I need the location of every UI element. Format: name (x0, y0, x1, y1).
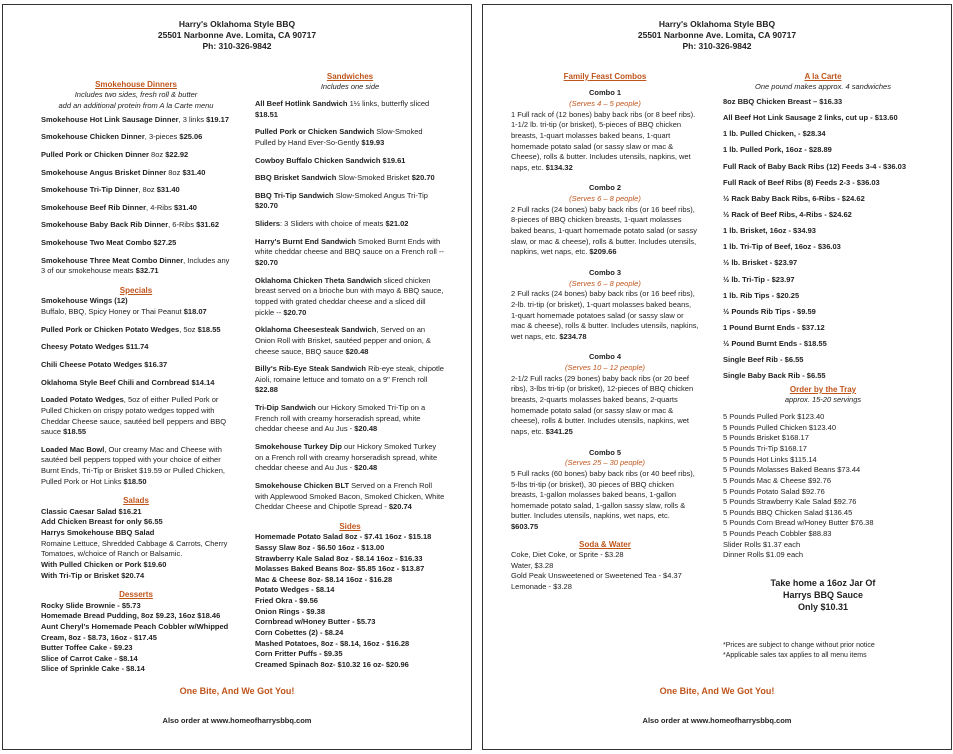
disclaimers (723, 641, 923, 661)
dinner-item (41, 168, 231, 179)
a-la-carte-line: ½ Pound Burnt Ends - $18.55 (723, 339, 827, 349)
item-price: $31.62 (196, 220, 220, 230)
combo-block (511, 352, 699, 437)
item-name: BBQ Tri-Tip Sandwich (255, 190, 334, 200)
sandwich-item (255, 364, 445, 396)
section-title-family-feast: Family Feast Combos (563, 72, 647, 81)
soda-line: Gold Peak Unsweetened or Sweetened Tea - $4.37 (511, 571, 682, 581)
side-line: Fried Okra - $9.56 (255, 596, 318, 606)
item-price: $22.92 (165, 149, 189, 159)
item-name: Smokehouse Beef Rib Dinner (41, 202, 147, 212)
side-line: Homemade Potato Salad 8oz - $7.41 16oz - $15.18 (255, 532, 432, 542)
dessert-line: Aunt Cheryl's Homemade Peach Cobbler w/Whipped Cream, 8oz - $8.73, 16oz - $17.45 (41, 621, 229, 642)
a-la-carte-line: 1 lb. Tri-Tip of Beef, 16oz - $36.03 (723, 242, 841, 252)
smokehouse-dinners-list (41, 115, 231, 277)
restaurant-phone: Ph: 310-326-9842 (202, 41, 272, 52)
side-line: Corn Cobettes (2) - $8.24 (255, 627, 344, 637)
desserts-list (41, 601, 231, 675)
sandwich-item (255, 191, 445, 212)
a-la-carte-line: ½ lb. Brisket - $23.97 (723, 258, 798, 268)
special-item (41, 360, 231, 371)
item-name: Sliders (255, 219, 281, 229)
item-description: , Includes any 3 of our smokehouse meats (41, 255, 230, 276)
side-line: Mashed Potatoes, 8oz - $8.14, 16oz - $16.28 (255, 638, 410, 648)
item-price: $18.55 (63, 427, 87, 437)
soda-list (511, 550, 699, 593)
dinner-item (41, 256, 231, 277)
tray-line: 5 Pounds Mac & Cheese $92.76 (723, 475, 831, 485)
combo-price: $603.75 (511, 522, 539, 532)
sandwich-item (255, 442, 445, 474)
item-price: $11.74 (125, 342, 149, 352)
restaurant-address: 25501 Narbonne Ave. Lomita, CA 90717 (157, 30, 317, 41)
item-price: $20.70 (255, 201, 278, 211)
special-item (41, 342, 231, 353)
a-la-carte-line: Full Rack of Baby Back Ribs (12) Feeds 3-4 - $36.03 (723, 161, 906, 171)
a-la-carte-line: 1 lb. Rib Tips - $20.25 (723, 290, 800, 300)
item-description: Buffalo, BBQ, Spicy Honey or Thai Peanut (41, 307, 182, 317)
item-name: Chili Cheese Potato Wedges (41, 359, 143, 369)
item-description: , 3 links (178, 114, 204, 124)
jar-price: Only $10.31 (797, 602, 849, 613)
side-line: Cornbread w/Honey Butter - $5.73 (255, 617, 376, 627)
section-note: Includes two sides, fresh roll & butter (74, 90, 198, 100)
right-column (723, 71, 923, 661)
dinner-item (41, 185, 231, 196)
section-title-sandwiches: Sandwiches (326, 72, 374, 81)
item-price: $14.14 (191, 377, 215, 387)
restaurant-header (3, 19, 471, 52)
special-item (41, 395, 231, 438)
a-la-carte-line: 8oz BBQ Chicken Breast – $16.33 (723, 97, 843, 106)
left-column (41, 79, 231, 675)
sandwich-item (255, 156, 445, 167)
combo-serves: (Serves 4 – 5 people) (569, 99, 641, 108)
item-price: $32.71 (135, 266, 159, 276)
salad-line: Harrys Smokehouse BBQ Salad (41, 528, 155, 538)
combo-serves: (Serves 10 – 12 people) (564, 363, 646, 373)
combo-price: $341.25 (545, 426, 573, 436)
dinner-item (41, 238, 231, 249)
combo-desc-text: 2-1/2 Full racks (29 bones) baby back ribs (or 20 beef ribs), 3-lbs tri-tip (or brisket), 12-pieces of BBQ chicken breasts, 2-quarts molasses baked beans, 2-quarts homemade potato salad (or sassy slaw or mac & cheese), rolls & butter. Includes utensils, napkins, wet naps, etc. (511, 373, 694, 436)
sandwich-item (255, 237, 445, 269)
item-price: $16.37 (144, 359, 168, 369)
order-online-text: Also order at www.homeofharrysbbq.com (642, 716, 792, 725)
item-price: $18.51 (255, 109, 278, 119)
tagline: One Bite, And We Got You! (179, 686, 295, 696)
item-price: $18.55 (197, 324, 221, 334)
item-name: All Beef Hotlink Sandwich (255, 99, 348, 108)
sandwich-item (255, 127, 445, 148)
combo-block (511, 183, 699, 257)
combo-block (511, 88, 699, 173)
section-note: One pound makes approx. 4 sandwiches (755, 82, 891, 92)
jar-line: Harrys BBQ Sauce (782, 590, 864, 601)
special-item (41, 445, 231, 488)
tray-line: 5 Pounds Molasses Baked Beans $73.44 (723, 465, 861, 475)
combo-desc-text: 5 Full racks (60 bones) baby back ribs (or 40 beef ribs), 5-lbs tri-tip (or brisket), 30 pieces of BBQ chicken breasts, 1-gallon molasses baked beans, 1-gallon homemade potato salad, 1-gallon sassy slaw, rolls & butter. Includes utensils, napkins, wet naps, etc. (511, 468, 695, 521)
a-la-carte-line: Single Baby Back Rib - $6.55 (723, 371, 826, 381)
combo-serves: (Serves 6 – 8 people) (569, 278, 641, 288)
item-name: Pulled Pork or Chicken Sandwich (255, 127, 375, 137)
special-item (41, 325, 231, 336)
item-description: 8oz (148, 149, 164, 159)
combo-title: Combo 4 (588, 352, 622, 362)
item-description: Served on a French Roll with Applewood Smoked Bacon, Smoked Chicken, White Cheddar Cheese and Chipotle Spread - (255, 480, 445, 512)
item-name: Cheesy Potato Wedges (41, 342, 124, 352)
jar-line: Take home a 16oz Jar Of (770, 578, 876, 588)
side-line: Potato Wedges - $8.14 (255, 585, 335, 595)
item-name: Smokehouse Hot Link Sausage Dinner (41, 114, 179, 124)
restaurant-header (483, 19, 951, 52)
special-item (41, 378, 231, 389)
combo-title: Combo 5 (588, 447, 622, 457)
combo-description (511, 110, 699, 174)
section-title-sides: Sides (339, 521, 361, 531)
item-name: Oklahoma Chicken Theta Sandwich (255, 275, 382, 285)
section-note: approx. 15-20 servings (784, 395, 862, 405)
sandwich-item (255, 219, 445, 230)
combo-block (511, 268, 699, 342)
item-description: , 4-Ribs (146, 202, 172, 212)
tagline: One Bite, And We Got You! (659, 686, 775, 696)
item-description: , 8oz (138, 185, 155, 195)
sandwich-item (255, 276, 445, 319)
dinner-item (41, 115, 231, 126)
tray-line: 5 Pounds Brisket $168.17 (723, 433, 809, 443)
dessert-line: Butter Toffee Cake - $9.23 (41, 643, 133, 653)
item-description: , 6-Ribs (168, 220, 194, 230)
left-column (511, 71, 699, 593)
item-name: Billy's Rib-Eye Steak Sandwich (255, 364, 366, 374)
combo-price: $134.32 (545, 162, 573, 172)
salad-line: Add Chicken Breast for only $6.55 (41, 517, 163, 527)
restaurant-name: Harry's Oklahoma Style BBQ (178, 19, 296, 29)
tray-line: Slider Rolls $1.37 each (723, 539, 801, 549)
dessert-line: Homemade Bread Pudding, 8oz $9.23, 16oz $18.46 (41, 611, 221, 621)
restaurant-address: 25501 Narbonne Ave. Lomita, CA 90717 (637, 30, 797, 41)
item-description: 1½ links, butterfly sliced (347, 99, 430, 108)
dessert-line: Slice of Sprinkle Cake - $8.14 (41, 664, 145, 674)
item-price: $25.06 (179, 132, 203, 142)
combo-description (511, 289, 699, 342)
item-name: Loaded Mac Bowl (41, 444, 105, 454)
salad-line: Classic Caesar Salad $16.21 (41, 506, 142, 516)
combo-desc-text: 1 Full rack of (12 bones) baby back ribs (or 8 beef ribs). 1-1/2 lb. tri-tip (or brisket), 5-pieces of BBQ chicken breasts, 1-quart molasses baked beans, 1-quart homemade potato salad (or sassy slaw or mac & Cheese), rolls & butter. Includes utensils, napkins, wet naps, etc. (511, 109, 696, 172)
item-price: $20.70 (283, 307, 307, 317)
combo-serves: (Serves 25 – 30 people) (564, 458, 646, 468)
restaurant-phone: Ph: 310-326-9842 (682, 41, 752, 52)
item-description: Slow-Smoked Brisket (336, 173, 410, 183)
item-description: : 3 Sliders with choice of meats (280, 219, 384, 229)
item-price: $20.70 (255, 258, 278, 268)
dinner-item (41, 132, 231, 143)
dinner-item (41, 203, 231, 214)
tray-line: 5 Pounds Corn Bread w/Honey Butter $76.38 (723, 518, 874, 528)
sandwich-item (255, 403, 445, 435)
soda-line: Lemonade - $3.28 (511, 581, 572, 591)
salads-list (41, 507, 231, 581)
item-name: Pulled Pork or Chicken Potato Wedges (41, 324, 180, 334)
section-title-tray: Order by the Tray (789, 385, 857, 395)
side-line: Sassy Slaw 8oz - $6.50 16oz - $13.00 (255, 542, 385, 552)
item-description: Rib-eye steak, chipotle Aioli, romaine lettuce and tomato on a 9" French roll (255, 364, 444, 384)
side-line: Onion Rings - $9.38 (255, 606, 326, 616)
item-name: Pulled Pork or Chicken Dinner (41, 149, 149, 159)
tray-line: 5 Pounds Hot Links $115.14 (723, 454, 817, 464)
dessert-line: Slice of Carrot Cake - $8.14 (41, 653, 138, 663)
item-price: $20.70 (411, 173, 435, 183)
section-title-soda: Soda & Water (579, 539, 631, 549)
a-la-carte-line: Single Beef Rib - $6.55 (723, 355, 804, 365)
a-la-carte-line: 1 lb. Brisket, 16oz - $34.93 (723, 226, 816, 236)
tray-line: Dinner Rolls $1.09 each (723, 550, 804, 560)
a-la-carte-line: 1 lb. Pulled Pork, 16oz - $28.89 (723, 145, 832, 155)
tray-line: 5 Pounds BBQ Chicken Salad $136.45 (723, 507, 853, 517)
specials-list (41, 296, 231, 487)
combo-price: $209.66 (589, 247, 617, 257)
sandwich-item (255, 99, 445, 120)
item-price: $31.40 (182, 167, 206, 177)
salad-line: With Tri-Tip or Brisket $20.74 (41, 570, 145, 580)
section-title-specials: Specials (119, 286, 153, 296)
sandwiches-list (255, 99, 445, 513)
item-name: Smokehouse Two Meat Combo (41, 238, 152, 248)
item-name: Tri-Dip Sandwich (255, 403, 316, 413)
item-name: Smokehouse Three Meat Combo Dinner (41, 255, 184, 265)
side-line: Corn Fritter Puffs - $9.35 (255, 649, 343, 659)
sandwich-item (255, 173, 445, 184)
item-description: sliced chicken breast served on a brioche bun with mayo & BBQ sauce, topped with grated cheddar cheese and a sliced dill pickle -- (255, 275, 444, 317)
item-description: , Our creamy Mac and Cheese with sautéed bell peppers topped with your choice of either Burnt Ends, Tri-Tip or Brisket $19.59 or Pulled Chicken, Pulled Pork or Hot Links (41, 444, 225, 486)
item-description: Slow-Smoked Pulled by Hand Ever-So-Gently (255, 127, 423, 147)
a-la-carte-line: 1 Pound Burnt Ends - $37.12 (723, 322, 825, 332)
item-price: $31.40 (156, 185, 180, 195)
restaurant-name: Harry's Oklahoma Style BBQ (658, 19, 776, 29)
menu-page-1 (2, 4, 472, 750)
item-name: Smokehouse Tri-Tip Dinner (41, 185, 139, 195)
tray-list (723, 412, 923, 561)
a-la-carte-list (723, 97, 923, 382)
special-item (41, 296, 231, 317)
order-online-text: Also order at www.homeofharrysbbq.com (162, 716, 312, 725)
combo-title: Combo 3 (588, 267, 622, 277)
bbq-sauce-jar-offer (723, 577, 923, 613)
combo-description (511, 205, 699, 258)
salad-line: Romaine Lettuce, Shredded Cabbage & Carrots, Cherry Tomatoes, w/choice of Ranch or Balsamic. (41, 538, 228, 559)
tray-line: 5 Pounds Pulled Chicken $123.40 (723, 422, 836, 432)
combo-title: Combo 2 (588, 183, 622, 193)
section-title-desserts: Desserts (119, 590, 153, 600)
sides-list (255, 532, 445, 670)
a-la-carte-line: ½ Rack Baby Back Ribs, 6-Ribs - $24.62 (723, 193, 865, 203)
item-name: BBQ Brisket Sandwich (255, 173, 337, 183)
a-la-carte-line: ½ lb. Tri-Tip - $23.97 (723, 274, 795, 284)
salad-line: With Pulled Chicken or Pork $19.60 (41, 559, 167, 569)
item-description: , 3-pieces (144, 132, 178, 142)
menu-page-2 (482, 4, 952, 750)
combo-serves: (Serves 6 – 8 people) (569, 194, 641, 204)
combo-block (511, 448, 699, 533)
item-name: Smokehouse Angus Brisket Dinner (41, 167, 167, 177)
side-line: Molasses Baked Beans 8oz- $5.85 16oz - $13.87 (255, 564, 425, 574)
item-description: our Hickory Smoked Tri-Tip on a French roll with creamy horseradish spread, white cheddar cheese and Au Jus - (255, 403, 426, 434)
item-description: , 5oz (179, 324, 196, 334)
a-la-carte-line: Full Rack of Beef Ribs (8) Feeds 2-3 - $36.03 (723, 177, 880, 187)
tray-line: 5 Pounds Pulled Pork $123.40 (723, 412, 825, 422)
item-price: $31.40 (173, 202, 197, 212)
disclaimer-line: *Applicable sales tax applies to all menu items (723, 652, 867, 660)
item-name: Loaded Potato Wedges (41, 395, 124, 405)
soda-line: Water, $3.28 (511, 560, 554, 570)
combo-price: $234.78 (559, 331, 587, 341)
item-price: $20.48 (354, 424, 378, 434)
combo-title: Combo 1 (588, 88, 622, 98)
soda-line: Coke, Diet Coke, or Sprite - $3.28 (511, 550, 624, 560)
dinner-item (41, 150, 231, 161)
item-name: Harry's Burnt End Sandwich (255, 236, 356, 246)
item-description: our Hickory Smoked Turkey on a French roll with creamy horseradish spread, white cheddar cheese and Au Jus - (255, 442, 438, 473)
section-title-a-la-carte: A la Carte (804, 72, 842, 81)
item-description: Slow-Smoked Angus Tri-Tip (333, 190, 428, 200)
item-price: $20.48 (354, 463, 378, 473)
item-price: $20.74 (388, 502, 412, 512)
item-price: $19.61 (382, 155, 406, 165)
section-note: add an additional protein from A la Carte menu (58, 101, 214, 110)
item-name: Oklahoma Cheesesteak Sandwich (255, 325, 377, 335)
item-description: 8oz (166, 167, 181, 177)
section-note: Includes one side (320, 82, 380, 92)
item-name: Smokehouse Baby Back Rib Dinner (41, 220, 169, 230)
dinner-item (41, 220, 231, 231)
side-line: Mac & Cheese 8oz- $8.14 16oz - $16.28 (255, 574, 393, 584)
combo-desc-text: 2 Full racks (24 bones) baby back ribs (or 16 beef ribs), 2-lb. tri-tip (or brisket), 1-quart molasses baked beans, 1-quart homemade potatoes salad (or sassy slaw or mac & cheese), rolls & butter. Includes utensils, napkins, wet naps, etc. (511, 289, 699, 341)
a-la-carte-line: 1 lb. Pulled Chicken, - $28.34 (723, 129, 826, 139)
item-name: Smokehouse Chicken Dinner (41, 132, 145, 142)
dessert-line: Rocky Slide Brownie - $5.73 (41, 600, 141, 610)
item-name: Smokehouse Turkey Dip (255, 442, 342, 452)
item-price: $27.25 (153, 238, 177, 248)
section-title-smokehouse-dinners: Smokehouse Dinners (95, 80, 177, 89)
right-column (255, 71, 445, 671)
combo-description (511, 374, 699, 438)
tray-line: 5 Pounds Strawberry Kale Salad $92.76 (723, 497, 857, 507)
sandwich-item (255, 325, 445, 357)
a-la-carte-line: ½ Pounds Rib Tips - $9.59 (723, 306, 816, 316)
item-price: $22.88 (255, 385, 278, 395)
item-name: Smokehouse Wings (12) (41, 296, 128, 306)
item-price: $19.93 (361, 137, 385, 147)
item-price: $19.17 (206, 114, 230, 124)
disclaimer-line: *Prices are subject to change without prior notice (723, 642, 875, 650)
section-title-salads: Salads (123, 496, 149, 506)
item-name: Cowboy Buffalo Chicken Sandwich (255, 155, 381, 165)
item-description: , Served on an Onion Roll with Brisket, sautéed pepper and onion, & cheese sauce, BBQ sauce (255, 325, 431, 356)
combo-description (511, 469, 699, 533)
combo-desc-text: 2 Full racks (24 bones) baby back ribs (or 16 beef ribs), 8-pieces of BBQ chicken breasts, 1-quart molasses baked beans, 1-quart homemade potato salad (or sassy slaw, or mac & cheese), rolls & butter. Includes utensils, napkins, wet naps, etc. (511, 204, 697, 257)
side-line: Strawberry Kale Salad 8oz - $8.14 16oz - $16.33 (255, 553, 423, 563)
tray-line: 5 Pounds Peach Cobbler $88.83 (723, 529, 832, 539)
item-price: $18.50 (123, 476, 147, 486)
a-la-carte-line: All Beef Hot Link Sausage 2 links, cut up - $13.60 (723, 113, 898, 123)
item-description: Smoked Burnt Ends with white cheddar cheese and BBQ sauce on a French roll -- (255, 236, 444, 257)
side-line: Creamed Spinach 8oz- $10.32 16 oz- $20.96 (255, 659, 409, 669)
combos-list (511, 88, 699, 532)
item-price: $21.02 (385, 219, 409, 229)
item-description: , 5oz of either Pulled Pork or Pulled Chicken on crispy potato wedges topped with Cheddar Cheese sauce, sautéed bell peppers and BBQ sauce (41, 395, 227, 437)
item-price: $20.48 (345, 346, 369, 356)
tray-line: 5 Pounds Potato Salad $92.76 (723, 486, 825, 496)
item-price: $18.07 (183, 307, 207, 317)
a-la-carte-line: ½ Rack of Beef Ribs, 4-Ribs - $24.62 (723, 209, 852, 219)
tray-line: 5 Pounds Tri-Tip $168.17 (723, 443, 807, 453)
item-name: Smokehouse Chicken BLT (255, 480, 350, 490)
item-name: Oklahoma Style Beef Chili and Cornbread (41, 377, 190, 387)
sandwich-item (255, 481, 445, 513)
